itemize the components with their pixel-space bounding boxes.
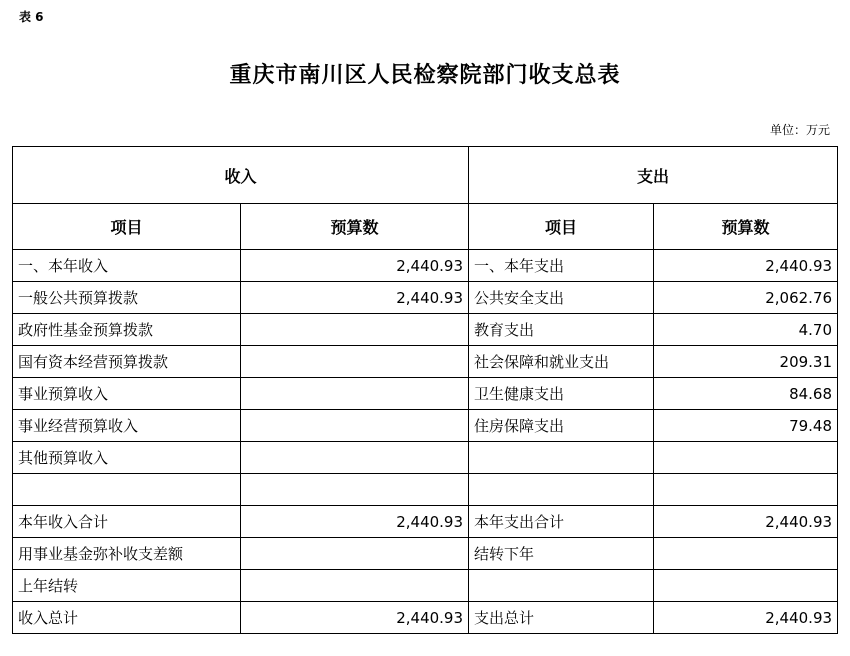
expense-item-cell: 社会保障和就业支出 (469, 346, 654, 378)
income-item-cell (13, 474, 241, 506)
income-item-header: 项目 (13, 204, 241, 250)
income-item-cell: 事业预算收入 (13, 378, 241, 410)
budget-summary-table (12, 146, 838, 634)
table-row (13, 346, 838, 378)
unit-label: 单位：万元 (769, 123, 830, 137)
expense-value-cell (654, 442, 838, 474)
expense-item-header: 项目 (469, 204, 654, 250)
income-value-cell: 2,440.93 (241, 506, 469, 538)
expense-value-cell: 84.68 (654, 378, 838, 410)
expense-value-cell (654, 570, 838, 602)
income-value-cell: 2,440.93 (241, 602, 469, 634)
expense-value-cell (654, 538, 838, 570)
income-item-cell: 上年结转 (13, 570, 241, 602)
income-value-cell (241, 346, 469, 378)
table-row (13, 506, 838, 538)
table-row (13, 410, 838, 442)
table-row (13, 442, 838, 474)
expense-item-cell: 本年支出合计 (469, 506, 654, 538)
expense-item-cell: 教育支出 (469, 314, 654, 346)
income-value-cell (241, 442, 469, 474)
table-number: 表 6 (19, 10, 44, 24)
income-item-cell: 事业经营预算收入 (13, 410, 241, 442)
table-row (13, 314, 838, 346)
table-row (13, 538, 838, 570)
expense-section-header: 支出 (469, 147, 838, 204)
expense-item-cell: 卫生健康支出 (469, 378, 654, 410)
expense-value-cell: 79.48 (654, 410, 838, 442)
income-item-cell: 一般公共预算拨款 (13, 282, 241, 314)
income-value-cell (241, 378, 469, 410)
income-item-cell: 其他预算收入 (13, 442, 241, 474)
expense-value-cell: 4.70 (654, 314, 838, 346)
income-value-cell (241, 410, 469, 442)
table-row (13, 474, 838, 506)
expense-item-cell (469, 474, 654, 506)
expense-value-cell: 2,440.93 (654, 506, 838, 538)
page-title: 重庆市南川区人民检察院部门收支总表 (229, 62, 621, 88)
column-header-row (13, 204, 838, 250)
income-section-header: 收入 (13, 147, 469, 204)
income-value-cell (241, 314, 469, 346)
table-row (13, 570, 838, 602)
income-item-cell: 国有资本经营预算拨款 (13, 346, 241, 378)
income-budget-header: 预算数 (241, 204, 469, 250)
expense-item-cell: 公共安全支出 (469, 282, 654, 314)
expense-budget-header: 预算数 (654, 204, 838, 250)
income-item-cell: 本年收入合计 (13, 506, 241, 538)
income-value-cell: 2,440.93 (241, 250, 469, 282)
expense-value-cell: 2,440.93 (654, 250, 838, 282)
table-row (13, 602, 838, 634)
table-row (13, 282, 838, 314)
income-item-cell: 一、本年收入 (13, 250, 241, 282)
income-item-cell: 收入总计 (13, 602, 241, 634)
table-row (13, 378, 838, 410)
income-value-cell (241, 570, 469, 602)
expense-value-cell (654, 474, 838, 506)
expense-item-cell: 结转下年 (469, 538, 654, 570)
expense-value-cell: 209.31 (654, 346, 838, 378)
table-row (13, 250, 838, 282)
income-value-cell (241, 538, 469, 570)
income-value-cell (241, 474, 469, 506)
income-item-cell: 政府性基金预算拨款 (13, 314, 241, 346)
expense-item-cell: 支出总计 (469, 602, 654, 634)
income-item-cell: 用事业基金弥补收支差额 (13, 538, 241, 570)
expense-value-cell: 2,062.76 (654, 282, 838, 314)
expense-value-cell: 2,440.93 (654, 602, 838, 634)
expense-item-cell: 一、本年支出 (469, 250, 654, 282)
expense-item-cell (469, 570, 654, 602)
expense-item-cell: 住房保障支出 (469, 410, 654, 442)
expense-item-cell (469, 442, 654, 474)
section-header-row (13, 147, 838, 204)
income-value-cell: 2,440.93 (241, 282, 469, 314)
